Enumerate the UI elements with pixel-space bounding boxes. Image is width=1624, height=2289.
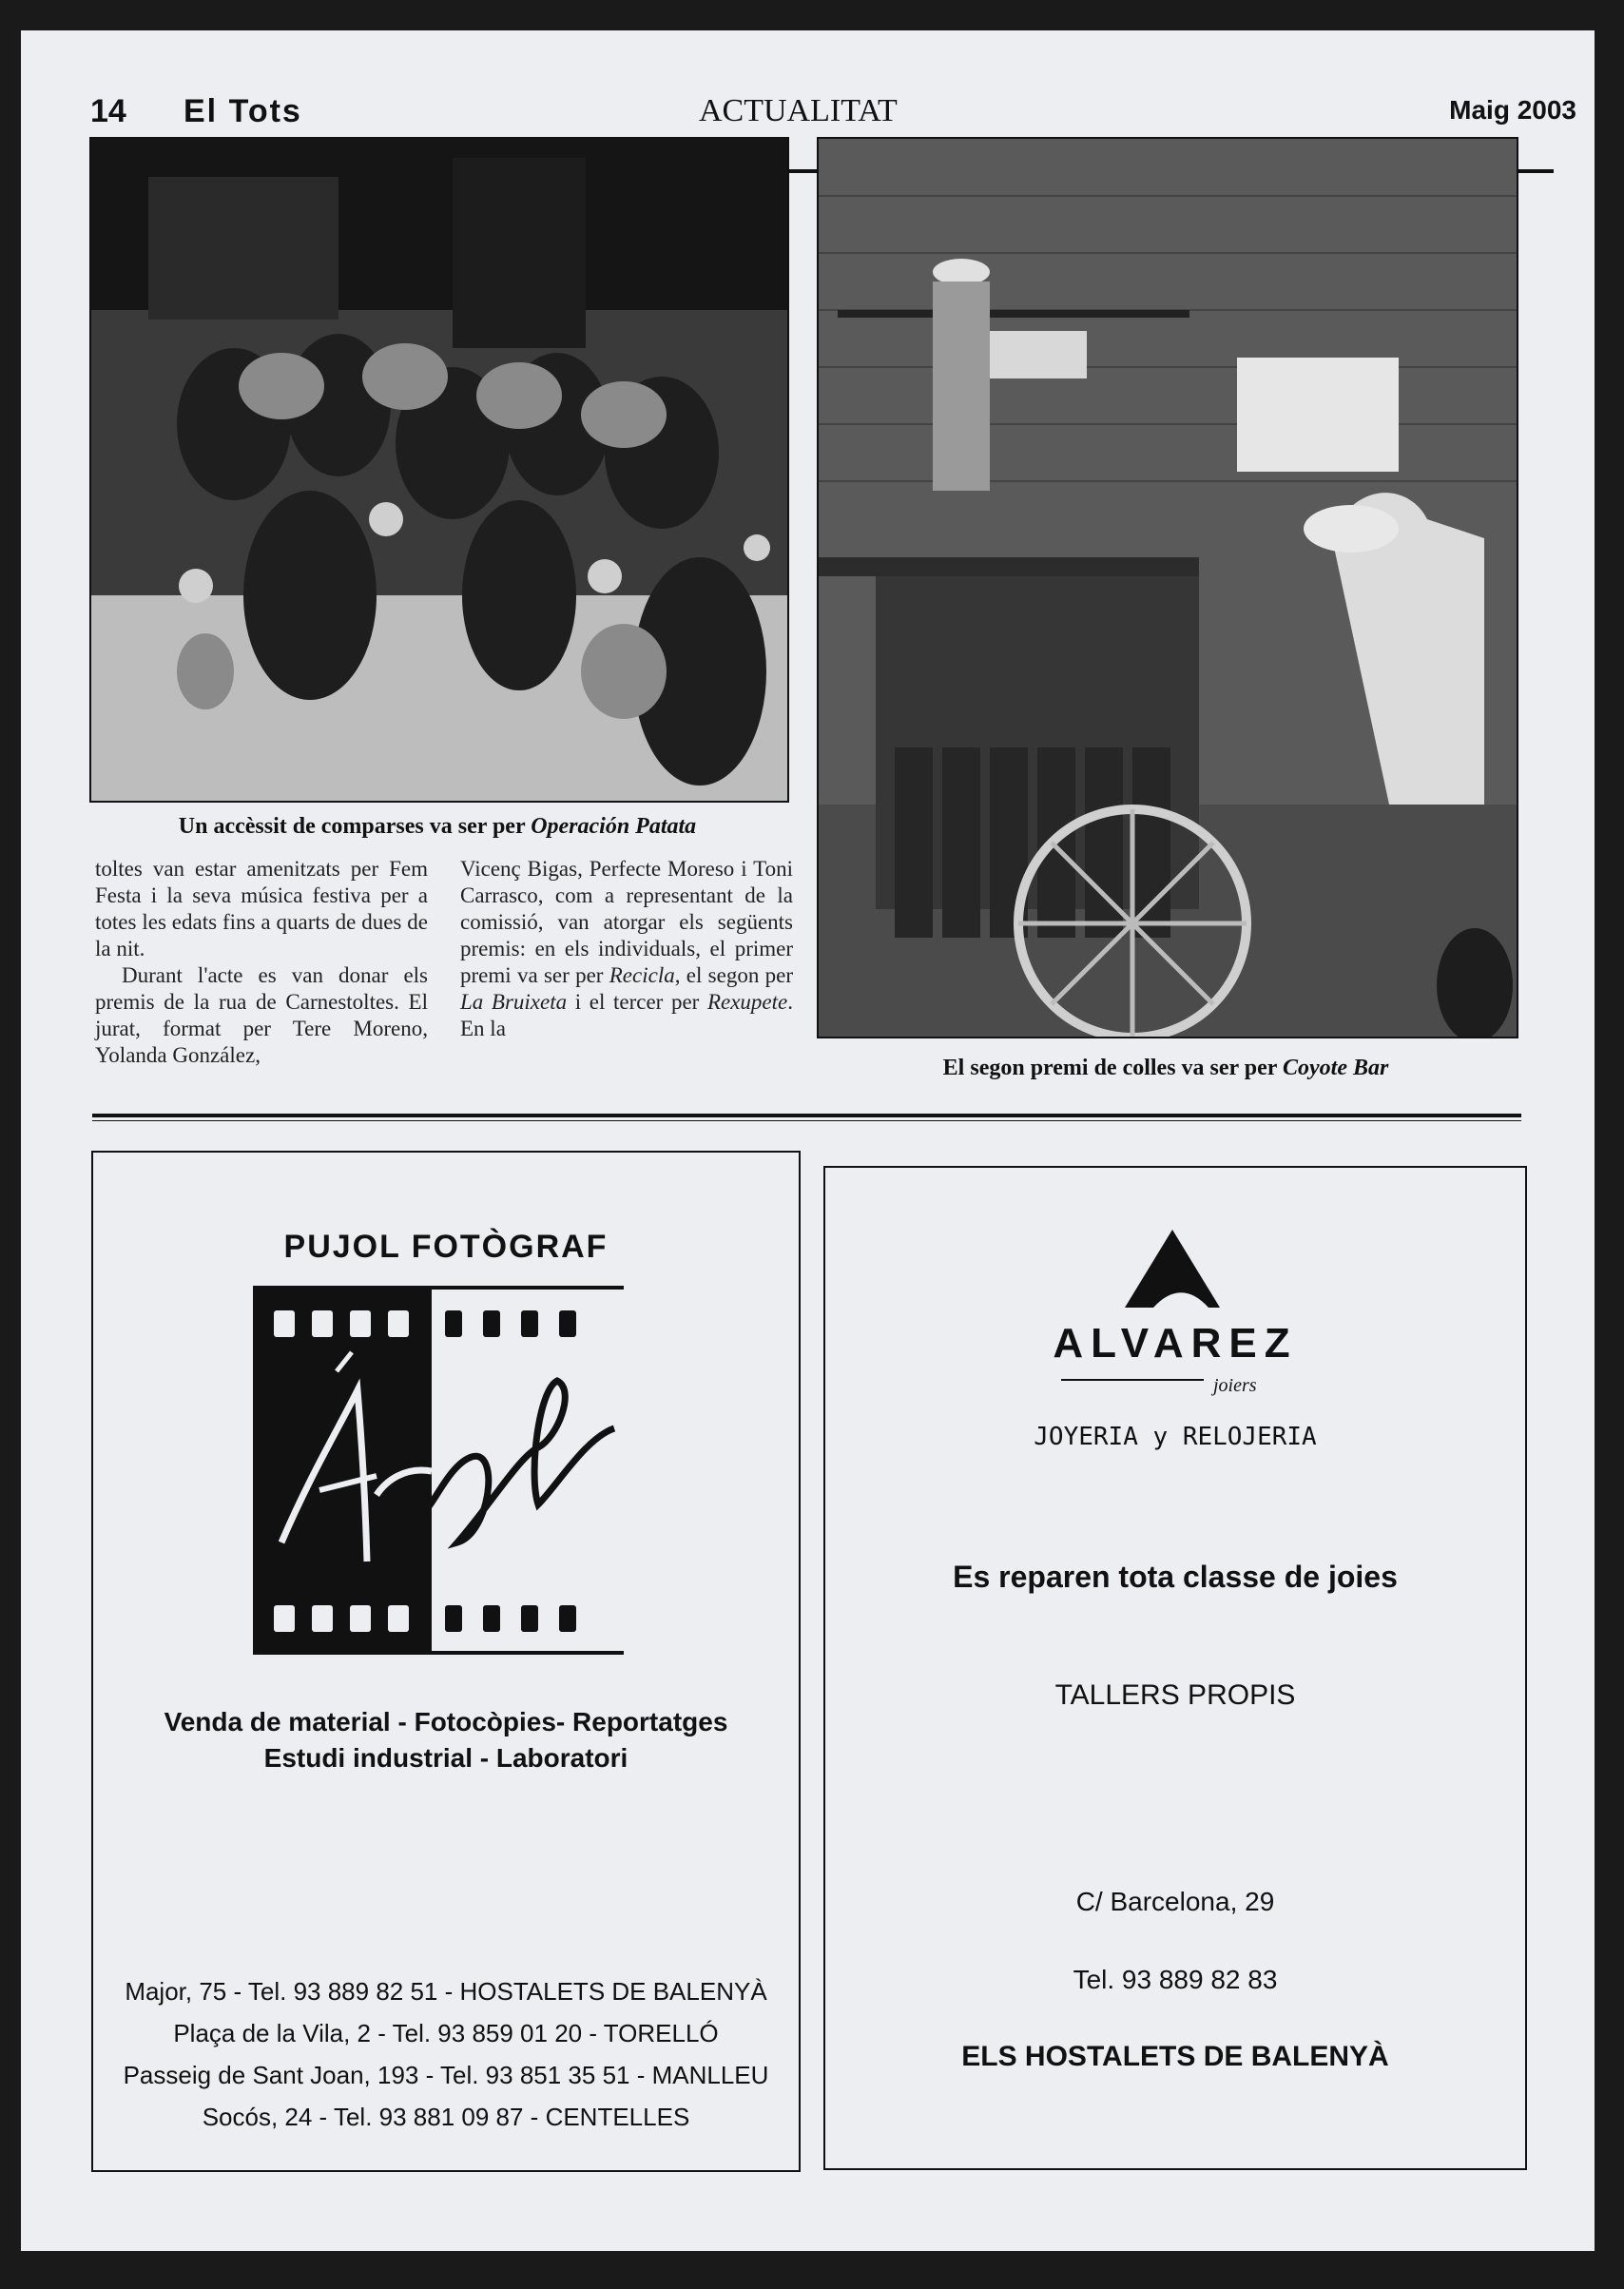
caption-italic: Operación Patata xyxy=(531,814,697,839)
address-line: Socós, 24 - Tel. 93 881 09 87 - CENTELLES xyxy=(202,2103,690,2131)
article-column-1 xyxy=(95,856,428,1069)
caption-text: El segon premi de colles va ser per xyxy=(942,1056,1283,1080)
article-column-2 xyxy=(460,856,793,1042)
text-run: , el segon per xyxy=(674,963,793,987)
float-photo xyxy=(817,137,1518,1038)
prize-name: La Bruixeta xyxy=(460,990,568,1014)
float-photo-caption xyxy=(817,1056,1515,1081)
film-strip-logo xyxy=(253,1286,624,1655)
ad-headline: Es reparen tota classe de joies xyxy=(953,1560,1398,1594)
ad-subtitle: JOYERIA y RELOJERIA xyxy=(1034,1423,1317,1451)
address-line: Passeig de Sant Joan, 193 - Tel. 93 851 35 51 - MANLLEU xyxy=(123,2061,769,2089)
service-line: Venda de material - Fotocòpies- Reportatges xyxy=(164,1707,728,1736)
section-title: ACTUALITAT xyxy=(699,93,898,128)
page-number: 14 xyxy=(90,93,126,129)
ad-workshop: TALLERS PROPIS xyxy=(1054,1679,1296,1711)
ad-address: C/ Barcelona, 29 xyxy=(1075,1887,1275,1916)
caption-italic: Coyote Bar xyxy=(1282,1056,1389,1080)
ad-services xyxy=(93,1704,799,1776)
caption-text: Un accèssit de comparses va ser per xyxy=(178,814,532,839)
ad-addresses xyxy=(93,1970,799,2138)
text-run: . En la xyxy=(460,990,793,1040)
address-line: Plaça de la Vila, 2 - Tel. 93 859 01 20 - TORELLÓ xyxy=(173,2019,719,2047)
pujol-fotograf-ad xyxy=(91,1151,801,2172)
issue-date: Maig 2003 xyxy=(1449,95,1576,125)
service-line: Estudi industrial - Laboratori xyxy=(263,1743,628,1773)
prize-name: Recicla xyxy=(609,963,675,987)
brand-name: ALVAREZ xyxy=(1053,1320,1298,1367)
ad-town: ELS HOSTALETS DE BALENYÀ xyxy=(961,2041,1389,2072)
brand-sub: joiers xyxy=(1213,1375,1257,1396)
triangle-logo-icon xyxy=(1125,1230,1220,1315)
angel-logo xyxy=(253,1286,624,1655)
parade-photo xyxy=(89,137,789,803)
prize-name: Rexupete xyxy=(706,990,788,1014)
ad-phone: Tel. 93 889 82 83 xyxy=(1073,1965,1278,1994)
section-divider-thin xyxy=(92,1120,1521,1121)
text-run: i el tercer per xyxy=(567,990,707,1014)
address-line: Major, 75 - Tel. 93 889 82 51 - HOSTALETS DE BALENYÀ xyxy=(125,1977,767,2006)
ad-title: PUJOL FOTÒGRAF xyxy=(283,1229,609,1265)
parade-photo-image xyxy=(91,139,787,801)
alvarez-joiers-ad xyxy=(823,1166,1527,2170)
text-run: Vicenç Bigas, Perfecte Moreso i Toni Carrasco, com a representant de la comissió, van atorgar els següents premis: en els individuals, el primer premi va ser per xyxy=(460,857,793,987)
article-paragraph: Durant l'acte es van donar els premis de la rua de Carnestoltes. El jurat, format per Tere Moreno, Yolanda González, xyxy=(95,963,428,1067)
brand-underline xyxy=(1061,1379,1204,1381)
article-paragraph: toltes van estar amenitzats per Fem Festa i la seva música festiva per a totes les edats fins a quarts de dues de la nit. xyxy=(95,857,428,960)
magazine-title: El Tots xyxy=(184,93,302,129)
section-divider xyxy=(92,1114,1521,1117)
article-paragraph xyxy=(460,856,793,1042)
parade-photo-caption xyxy=(89,814,785,840)
float-photo-image xyxy=(819,139,1517,1037)
